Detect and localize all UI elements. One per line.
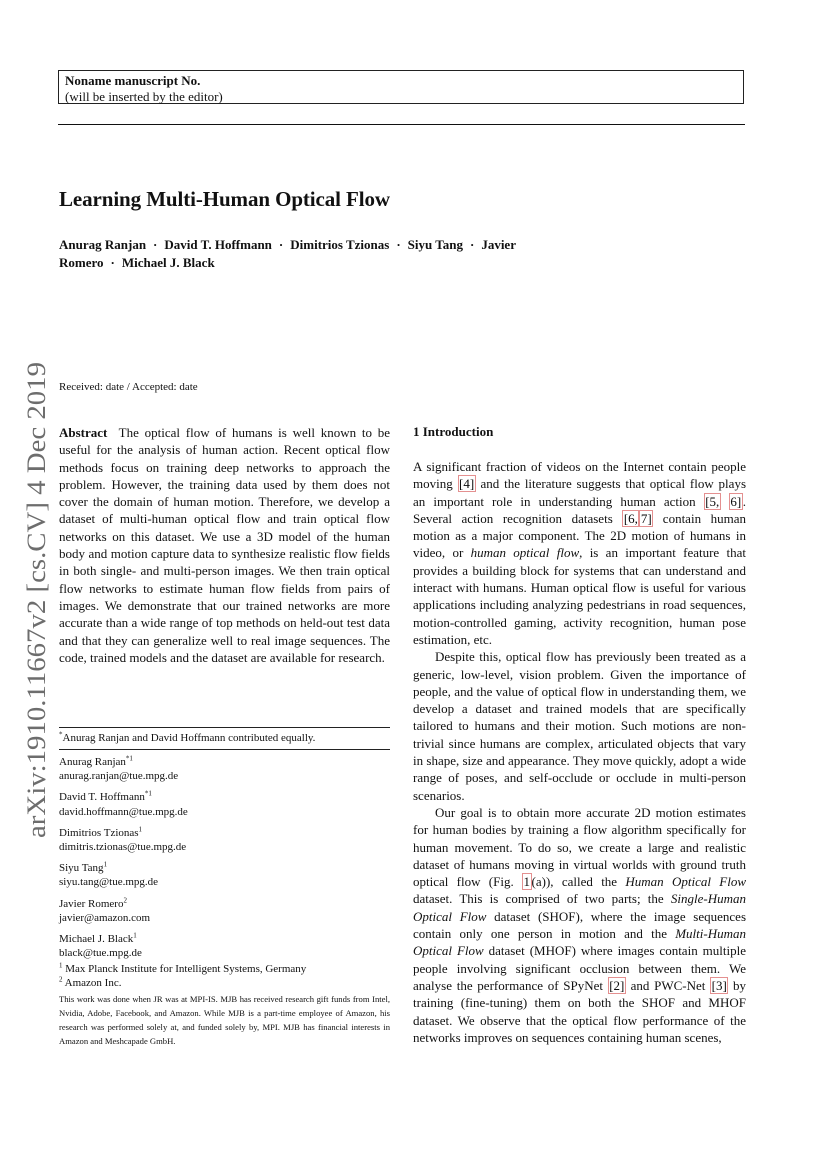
institution-list (59, 962, 390, 990)
institution-entry: $^2$ Amazon Inc. (59, 975, 122, 990)
affiliation-entry: Javier Romero$^2$ javier@amazon.com (59, 895, 151, 924)
author-name: Romero (59, 255, 104, 270)
author-separator: · (396, 237, 401, 252)
affiliation-entry: Siyu Tang$^1$ siyu.tang@tue.mpg.de (59, 860, 159, 889)
affiliation-entry: David T. Hoffmann$^{*1}$ david.hoffmann@tue.mpg.de (59, 789, 188, 818)
citation-link[interactable]: 7] (640, 510, 652, 526)
author-email: anurag.ranjan@tue.mpg.de (59, 770, 179, 783)
abstract-label: Abstract (59, 425, 108, 440)
citation-link[interactable]: [2] (609, 977, 625, 993)
author-name: Dimitrios Tzionas (290, 237, 390, 252)
paragraph: A significant fraction of videos on the Internet contain people moving [4] and the literature suggests that optical flow plays an important role in understanding human action [5, 6] . Several action recognition datasets [6, 7] contain human motion as a major component. The 2D motion of humans in video, or human optical flow, is an important feature that provides a building block for systems that can understand and interact with humans. Human optical flow is useful for various applications including analyzing pedestrians in road sequences, motion-controlled gaming, activity recognition, human pose estimation, etc. (413, 459, 747, 647)
manuscript-header-box (58, 70, 744, 104)
arxiv-stamp (15, 360, 55, 840)
arxiv-stamp-text: arXiv:1910.11667v2 [cs.CV] 4 Dec 2019 (22, 408, 51, 838)
author-separator: · (278, 237, 284, 252)
paragraph: Despite this, optical flow has previously been treated as a generic, low-level, vision problem. Given the importance of people, and the value of optical flow in understanding them, we develop a dataset and trained models that are specifically tailored to humans and their motion. Such motions are non-trivial since humans are complex, articulated objects that vary in shape, size and appearance. They move quickly, adopt a wide range of poses, and self-occlude or occlude in multi-person scenarios. (413, 649, 746, 803)
footnote-rule (59, 727, 390, 728)
author-email: black@tue.mpg.de (59, 947, 142, 960)
author-affiliations (59, 755, 390, 967)
author-name: David T. Hoffmann (164, 237, 272, 252)
manuscript-number: Noname manuscript No. (65, 73, 201, 88)
author-list (59, 236, 559, 272)
section-heading: 1 Introduction (413, 424, 494, 439)
author-separator: · (153, 237, 158, 252)
abstract (59, 424, 390, 666)
abstract-text: The optical flow of humans is well known to be useful for the analysis of human action. Recent optical flow methods focus on training deep networks to approach the problem. However, the training data used by them does not cover the domain of human motion. Therefore, we develop a dataset of multi-human optical flow and train optical flow networks on this dataset. We use a 3D model of the human body and motion capture data to synthesize realistic flow fields in both single- and multi-person images. We then train optical flow networks to estimate human flow fields from pairs of images. We demonstrate that our trained networks are more accurate than a wide range of top methods on held-out test data and that they can generalize well to real image sequences. The code, trained models and the dataset are available for research. (59, 425, 390, 665)
author-name: Siyu Tang (407, 237, 463, 252)
footnote-rule (59, 749, 390, 750)
equal-contribution-note: *Anurag Ranjan and David Hoffmann contributed equally. (59, 730, 316, 744)
citation-link[interactable]: [3] (711, 977, 727, 993)
author-email: dimitris.tzionas@tue.mpg.de (59, 841, 187, 854)
author-separator: · (469, 237, 475, 252)
affiliation-entry: Michael J. Black$^1$ black@tue.mpg.de (59, 931, 142, 960)
figure-link[interactable]: 1 (523, 874, 531, 890)
author-separator: · (110, 255, 115, 270)
header-rule (58, 124, 745, 125)
citation-link[interactable]: 6] (730, 493, 742, 509)
citation-link[interactable]: [5, (705, 493, 720, 509)
paper-title: Learning Multi-Human Optical Flow (59, 187, 390, 211)
citation-link[interactable]: [4] (459, 476, 475, 492)
paragraph: Our goal is to obtain more accurate 2D motion estimates for human bodies by training a flow algorithm specifically for human movement. To do so, we create a large and realistic dataset of humans moving in virtual worlds with ground truth optical flow (Fig. 1 (a)), called the Human Optical Flow dataset. This is comprised of two parts; the Single-Human Optical Flow dataset (SHOF), where the image sequences contain only one person in motion and the Multi-Human Optical Flow dataset (MHOF) where images contain multiple people involving significant occlusion between them. We analyse the performance of SPyNet [2] and PWC-Net [3] by training (fine-tuning) them on both the SHOF and MHOF dataset. We observe that the optical flow performance of the networks improves on sequences containing human scenes, (413, 804, 747, 1045)
author-email: david.hoffmann@tue.mpg.de (59, 805, 188, 818)
citation-link[interactable]: [6, (623, 510, 638, 526)
author-email: javier@amazon.com (59, 911, 151, 924)
affiliation-entry: Anurag Ranjan$^{*1}$ anurag.ranjan@tue.mpg.de (59, 754, 179, 783)
author-name: Anurag Ranjan (59, 237, 147, 252)
author-email: siyu.tang@tue.mpg.de (59, 876, 159, 889)
received-date: Received: date / Accepted: date (59, 381, 198, 393)
editor-note: (will be inserted by the editor) (65, 89, 223, 104)
affiliation-entry: Dimitrios Tzionas$^1$ dimitris.tzionas@tue.mpg.de (59, 825, 187, 854)
funding-disclosure: This work was done when JR was at MPI-IS. MJB has received research gift funds from Intel, Nvidia, Adobe, Facebook, and Amazon. While MJB is a part-time employee of Amazon, his research was performed solely at, and funded solely by, MPI. MJB has financial interests in Amazon and Meshcapade GmbH. (59, 994, 390, 1046)
author-name: Javier (481, 237, 516, 252)
author-name: Michael J. Black (121, 255, 215, 270)
institution-entry: $^1$ Max Planck Institute for Intelligent Systems, Germany (59, 961, 307, 975)
introduction-body (413, 458, 746, 1046)
